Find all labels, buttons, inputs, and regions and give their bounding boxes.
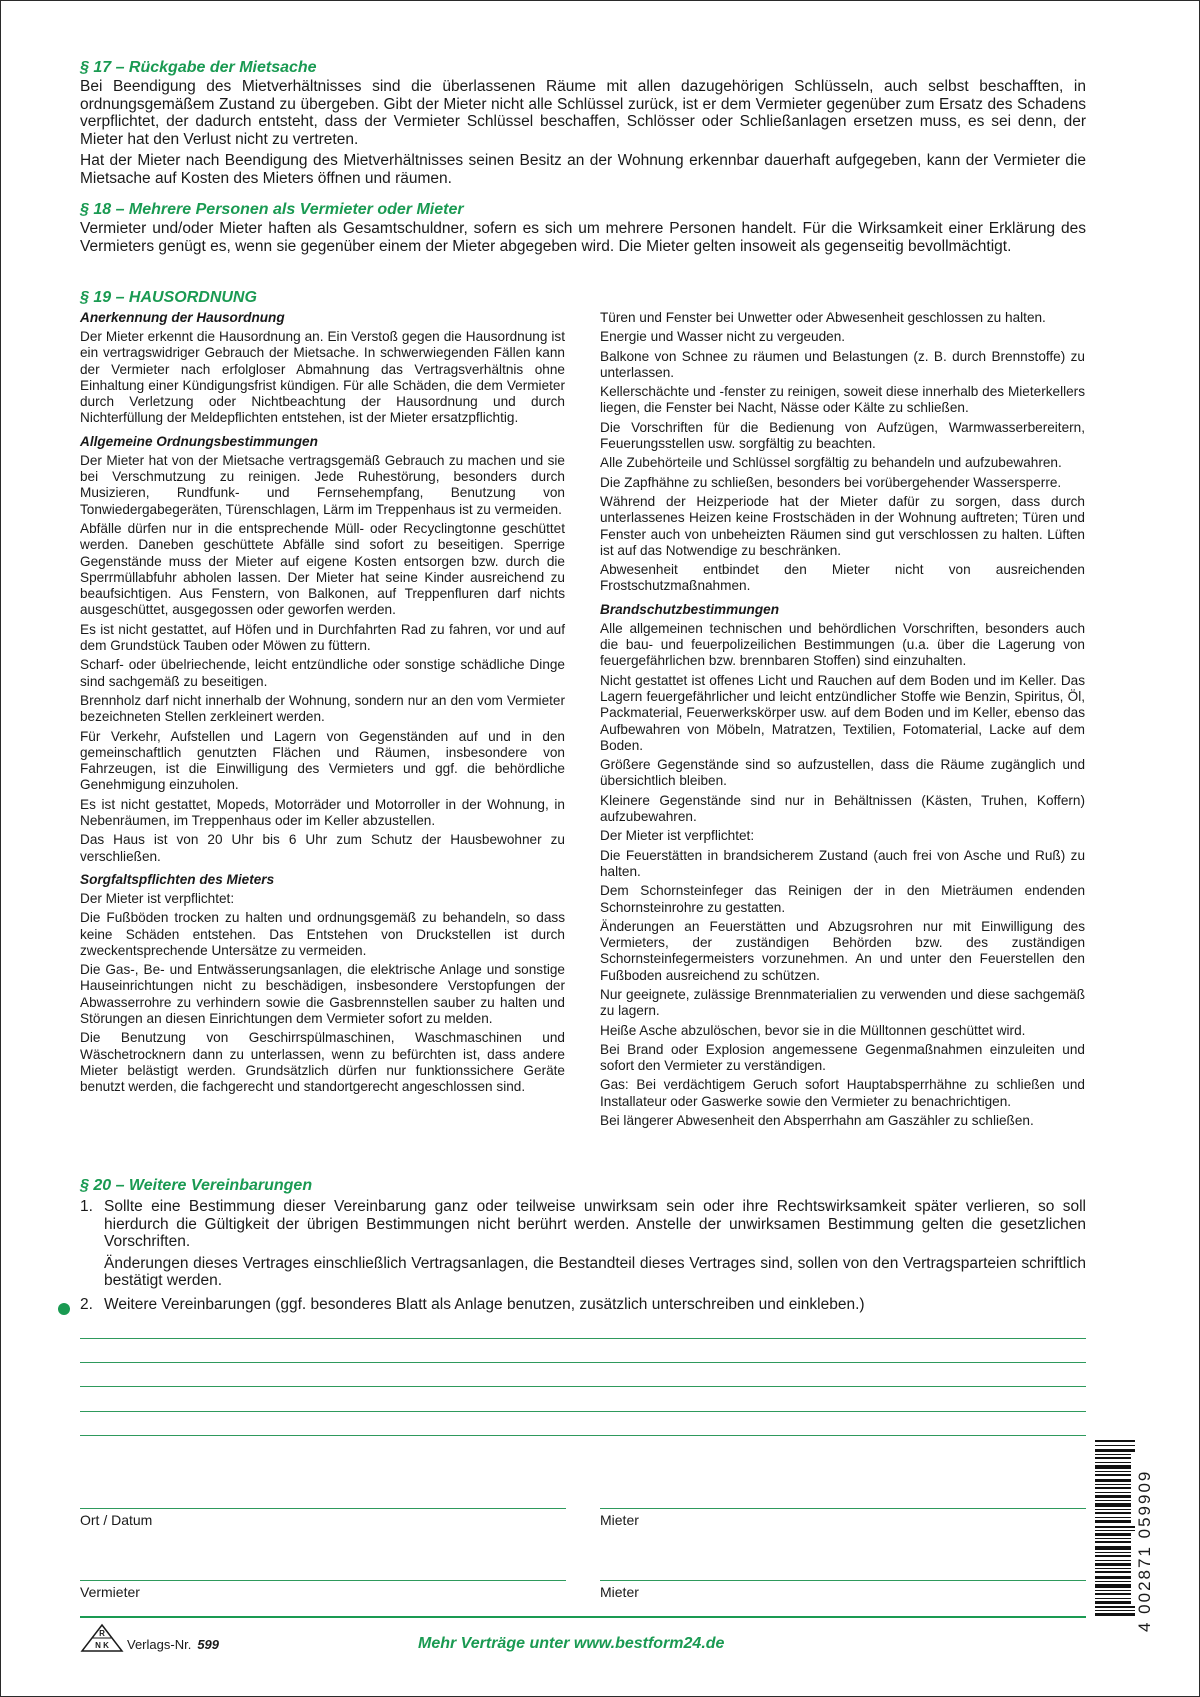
house-rules-paragraph: Nicht gestattet ist offenes Licht und Rauchen auf dem Boden und im Keller. Das Lagern feuergefährlicher und leicht entzündlicher Stoffe wie Benzin, Spiritus, Öl, Packmaterial, Feuerwerkskörper usw. auf dem Boden und im Keller, ebenso das Aufbewahren von Möbeln, Matratzen, Textilien, Fotomaterial, Lacke auf dem Boden. — [600, 672, 1085, 753]
item-number: 2. — [80, 1295, 93, 1313]
website-link[interactable]: Mehr Verträge unter www.bestform24.de — [418, 1635, 725, 1652]
house-rules-paragraph: Der Mieter ist verpflichtet: — [600, 828, 755, 844]
tenant-signature-line-1[interactable] — [600, 1508, 1086, 1509]
tenant-signature-line-2[interactable] — [600, 1580, 1086, 1581]
house-rules-paragraph: Kleinere Gegenstände sind nur in Behältnissen (Kästen, Truhen, Koffern) aufzubewahren. — [600, 792, 1085, 825]
subheading-care-duties: Sorgfaltspflichten des Mieters — [80, 871, 275, 887]
house-rules-paragraph: Die Feuerstätten in brandsicherem Zustand (auch frei von Asche und Ruß) zu halten. — [600, 847, 1085, 879]
house-rules-paragraph: Bei längerer Abwesenheit den Absperrhahn am Gaszähler zu schließen. — [600, 1113, 1034, 1129]
barcode-number-text: 4 002871 059909 — [1135, 1469, 1154, 1632]
writing-line-3[interactable] — [80, 1386, 1086, 1387]
house-rules-paragraph: Der Mieter hat von der Mietsache vertragsgemäß Gebrauch zu machen und sie bei Verschmutzung zu reinigen. Jede Ruhestörung, besonders durch Musizieren, Rundfunk- und Fernsehempfang, Benutzung von Tonwiedergabegeräten, Türenschlagen, Lärm im Treppenhaus ist zu vermeiden. — [80, 452, 565, 517]
house-rules-left-column — [80, 309, 565, 1098]
house-rules-paragraph: Dem Schornsteinfeger das Reinigen der in den Mieträumen endenden Schornsteinrohre zu gestatten. — [600, 883, 1085, 915]
place-date-label: Ort / Datum — [80, 1512, 153, 1528]
tenant-label-2: Mieter — [600, 1584, 639, 1600]
house-rules-paragraph: Änderungen an Feuerstätten und Abzugsrohren nur mit Einwilligung des Vermieters, der zuständigen Behörden bzw. des zuständigen Schornsteinfegermeisters vorzunehmen. An und unter den Feuerstellen den Fußboden ausreichend zu schützen. — [600, 918, 1085, 983]
house-rules-paragraph: Bei Brand oder Explosion angemessene Gegenmaßnahmen einzuleiten und sofort den Vermieter zu verständigen. — [600, 1041, 1085, 1074]
house-rules-paragraph: Abfälle dürfen nur in die entsprechende Müll- oder Recyclingtonne geschüttet werden. Daneben geschüttete Abfälle sind sofort zu beseitigen. Sperrige Gegenstände muss der Mieter auf eigene Kosten entsorgen bzw. durch die Sperrmüllabfuhr abholen lassen. Der Mieter hat seine Kinder ausreichend zu beaufsichtigen. Aus Fenstern, von Balkonen, auf Treppenfluren darf nichts ausgeschüttet, ausgegossen oder geworfen werden. — [80, 520, 565, 618]
publisher-logo — [80, 1623, 124, 1653]
house-rules-paragraph: Es ist nicht gestattet, auf Höfen und in Durchfahrten Rad zu fahren, vor und auf dem Grundstück Tauben oder Möwen zu füttern. — [80, 621, 565, 654]
svg-text:R: R — [99, 1629, 105, 1638]
green-marker-dot — [58, 1303, 70, 1315]
agreement-item-1 — [80, 1198, 1086, 1294]
house-rules-paragraph: Heiße Asche abzulöschen, bevor sie in die Mülltonnen geschüttet wird. — [600, 1022, 1026, 1038]
house-rules-paragraph: Energie und Wasser nicht zu vergeuden. — [600, 329, 846, 345]
house-rules-paragraph: Die Zapfhähne zu schließen, besonders bei vorübergehender Wassersperre. — [600, 474, 1062, 490]
house-rules-paragraph: Alle allgemeinen technischen und behördlichen Vorschriften, besonders auch die bau- und feuerpolizeilichen Bestimmungen (u.a. über die Lagerung von feuergefährlichen bzw. brennbaren Stoffen) sind einzuhalten. — [600, 620, 1085, 669]
tenant-label-1: Mieter — [600, 1512, 639, 1528]
further-agreements-label: Weitere Vereinbarungen (ggf. besonderes Blatt als Anlage benutzen, zusätzlich unterschreiben und einkleben.) — [104, 1295, 865, 1313]
publisher-label: Verlags-Nr. — [127, 1637, 192, 1652]
subheading-acceptance: Anerkennung der Hausordnung — [80, 310, 285, 325]
house-rules-paragraph: Alle Zubehörteile und Schlüssel sorgfältig zu behandeln und aufzubewahren. — [600, 455, 1062, 471]
house-rules-paragraph: Für Verkehr, Aufstellen und Lagern von Gegenständen auf und in den gemeinschaftlich genutzten Flächen und Räumen, insbesondere von Fahrzeugen, ist die Einwilligung des Vermieters und ggf. die behördliche Genehmigung einzuholen. — [80, 728, 565, 793]
house-rules-paragraph: Türen und Fenster bei Unwetter oder Abwesenheit geschlossen zu halten. — [600, 310, 1046, 325]
writing-line-4[interactable] — [80, 1411, 1086, 1412]
publisher-number-value: 599 — [197, 1637, 220, 1652]
section-17 — [80, 58, 1086, 191]
house-rules-paragraph: Die Gas-, Be- und Entwässerungsanlagen, die elektrische Anlage und sonstige Hauseinrichtungen nicht zu beschädigen, insbesondere Verstopfungen der Abwasserrohre zu verhindern sowie die Gasbrennstellen sauber zu halten und Störungen an diesen Einrichtungen dem Vermieter sofort zu melden. — [80, 962, 565, 1026]
place-date-signature-line[interactable] — [80, 1508, 566, 1509]
agreement-item-2 — [80, 1296, 1086, 1318]
section-17-title: § 17 – Rückgabe der Mietsache — [80, 59, 317, 76]
svg-text:N K: N K — [95, 1641, 109, 1650]
subheading-fire-safety: Brandschutzbestimmungen — [600, 601, 780, 617]
section-18-paragraph-1: Vermieter und/oder Mieter haften als Gesamtschuldner, sofern es sich um mehrere Personen handelt. Für die Wirksamkeit einer Erklärung des Vermieters genügt es, wenn sie gegenüber einem der Mieter abgegeben wird. Die Mieter gelten insoweit als gegenseitig bevollmächtigt. — [80, 220, 1086, 255]
house-rules-paragraph: Die Fußböden trocken zu halten und ordnungsgemäß zu behandeln, so dass keine Schäden entstehen. Das Entstehen von Druckstellen ist durch zweckentsprechende Untersätze zu vermeiden. — [80, 910, 565, 958]
house-rules-paragraph: Der Mieter erkennt die Hausordnung an. Ein Verstoß gegen die Hausordnung ist ein vertragswidriger Gebrauch der Mietsache. In schwerwiegenden Fällen kann der Vermieter nach erfolgloser Abmahnung das Vertragsverhältnis ohne Einhaltung einer Kündigungsfrist kündigen. Für alle Schäden, die dem Vermieter durch Verletzung oder Nichtbeachtung der Hausordnung und durch Nichterfüllung der Meldepflichten entstehen, ist der Mieter ersatzpflichtig. — [80, 329, 565, 426]
house-rules-paragraph: Brennholz darf nicht innerhalb der Wohnung, sondern nur an den vom Vermieter bezeichneten Stellen zerkleinert werden. — [80, 692, 565, 725]
house-rules-paragraph: Abwesenheit entbindet den Mieter nicht von ausreichenden Frostschutzmaßnahmen. — [600, 562, 1085, 594]
section-17-paragraph-2: Hat der Mieter nach Beendigung des Mietverhältnisses seinen Besitz an der Wohnung erkennbar dauerhaft aufgegeben, kann der Vermieter die Mietsache auf Kosten des Mieters öffnen und räumen. — [80, 152, 1086, 187]
house-rules-paragraph: Balkone von Schnee zu räumen und Belastungen (z. B. durch Brennstoffe) zu unterlassen. — [600, 348, 1085, 380]
house-rules-paragraph: Die Vorschriften für die Bedienung von Aufzügen, Warmwasserbereitern, Feuerungsstellen usw. sorgfältig zu beachten. — [600, 419, 1085, 452]
house-rules-paragraph: Das Haus ist von 20 Uhr bis 6 Uhr zum Schutz der Hausbewohner zu verschließen. — [80, 832, 565, 864]
house-rules-right-column — [600, 310, 1085, 1132]
writing-line-2[interactable] — [80, 1362, 1086, 1363]
house-rules-paragraph: Während der Heizperiode hat der Mieter dafür zu sorgen, dass durch unterlassenes Heizen keine Frostschäden in der Wohnung auftreten; Türen und Fenster auch von unbeheizten Räumen sind gut verschlossen zu halten. Lüften ist auf das Notwendige zu beschränken. — [600, 493, 1085, 558]
section-18-title: § 18 – Mehrere Personen als Vermieter oder Mieter — [80, 201, 464, 218]
house-rules-paragraph: Der Mieter ist verpflichtet: — [80, 890, 235, 906]
amendments-clause: Änderungen dieses Vertrages einschließlich Vertragsanlagen, die Bestandteil dieses Vertrages sind, sollen von den Vertragsparteien schriftlich bestätigt werden. — [104, 1254, 1086, 1289]
section-19-title: § 19 – HAUSORDNUNG — [80, 289, 257, 306]
subheading-general-rules: Allgemeine Ordnungsbestimmungen — [80, 433, 318, 449]
severability-clause: Sollte eine Bestimmung dieser Vereinbarung ganz oder teilweise unwirksam sein oder ihre Rechtswirksamkeit später verlieren, so soll hierdurch die Gültigkeit der übrigen Bestimmungen nicht berührt werden. Anstelle der unwirksamen Bestimmung gelten die gesetzlichen Vorschriften. — [104, 1198, 1086, 1250]
item-number: 1. — [80, 1198, 93, 1215]
section-20-title: § 20 – Weitere Vereinbarungen — [80, 1177, 313, 1194]
footer-rule — [80, 1616, 1086, 1618]
landlord-label: Vermieter — [80, 1584, 140, 1600]
section-17-paragraph-1: Bei Beendigung des Mietverhältnisses sind die überlassenen Räume mit allen dazugehörigen Schlüsseln, auch selbst beschafften, in ordnungsgemäßem Zustand zu übergeben. Gibt der Mieter nicht alle Schlüssel zurück, ist er dem Vermieter gegenüber zum Ersatz des Schadens verpflichtet, der dadurch entsteht, dass der Vermieter Schlüssel beschaffen, Schlösser oder Schließanlagen ersetzen muss, es sei denn, der Mieter hat den Verlust nicht zu vertreten. — [80, 78, 1086, 148]
house-rules-paragraph: Scharf- oder übelriechende, leicht entzündliche oder sonstige schädliche Dinge sind sachgemäß zu beseitigen. — [80, 657, 565, 689]
section-19-header — [80, 288, 580, 308]
landlord-signature-line[interactable] — [80, 1580, 566, 1581]
house-rules-paragraph: Kellerschächte und -fenster zu reinigen, soweit diese innerhalb des Mieterkellers liegen, die Fenster bei Nacht, Nässe oder Kälte zu schließen. — [600, 384, 1085, 416]
house-rules-paragraph: Die Benutzung von Geschirrspülmaschinen, Waschmaschinen und Wäschetrocknern dann zu unterlassen, wenn zu befürchten ist, dass andere Mieter belästigt werden. Grundsätzlich dürfen nur funktionssichere Geräte benutzt werden, die fachgerecht und standortgerecht angeschlossen sind. — [80, 1030, 565, 1095]
house-rules-paragraph: Gas: Bei verdächtigem Geruch sofort Hauptabsperrhähne zu schließen und Installateur oder Gaswerke sowie den Vermieter zu benachrichtigen. — [600, 1077, 1085, 1109]
house-rules-paragraph: Nur geeignete, zulässige Brennmaterialien zu verwenden und diese sachgemäß zu lagern. — [600, 986, 1085, 1019]
section-18 — [80, 200, 1086, 259]
publisher-number — [127, 1637, 219, 1652]
barcode-number — [1135, 1440, 1159, 1640]
house-rules-paragraph: Es ist nicht gestattet, Mopeds, Motorräder und Motorroller in der Wohnung, in Nebenräumen, im Treppenhaus oder im Keller abzustellen. — [80, 796, 565, 829]
section-20 — [80, 1176, 1086, 1317]
writing-line-1[interactable] — [80, 1338, 1086, 1339]
house-rules-paragraph: Größere Gegenstände sind so aufzustellen, dass die Räume zugänglich und übersichtlich bleiben. — [600, 757, 1085, 789]
writing-line-5[interactable] — [80, 1435, 1086, 1436]
